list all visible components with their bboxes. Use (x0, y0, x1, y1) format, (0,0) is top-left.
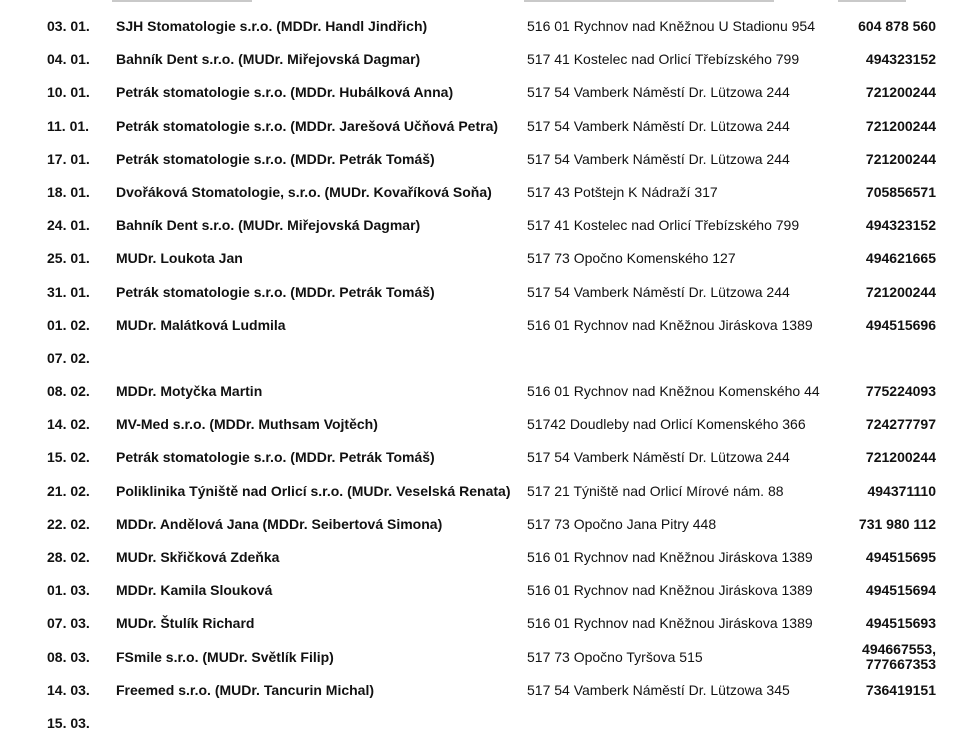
date-cell: 07. 03. (47, 615, 90, 632)
phone-cell: 494667553, 777667353 (862, 640, 936, 672)
phone-cell: 494515695 (865, 549, 936, 565)
address-cell: 51742 Doudleby nad Orlicí Komenského 366 (527, 416, 806, 433)
table-row (0, 110, 960, 143)
date-cell: 07. 02. (47, 349, 90, 366)
phone-cell (830, 707, 936, 740)
table-row (0, 375, 960, 408)
phone-cell: 724277797 (865, 416, 936, 433)
table-row (0, 143, 960, 176)
provider-name-cell: Petrák stomatologie s.r.o. (MDDr. Hubálková Anna) (116, 84, 454, 101)
table-row (0, 43, 960, 76)
phone-cell: 721200244 (865, 283, 936, 300)
address-cell: 517 54 Vamberk Náměstí Dr. Lützowa 244 (527, 84, 790, 101)
phone-cell: 494515696 (865, 316, 936, 333)
table-row (0, 309, 960, 342)
date-cell: 03. 01. (47, 18, 90, 34)
provider-name-cell: Petrák stomatologie s.r.o. (MDDr. Petrák Tomáš) (116, 283, 435, 300)
provider-name-cell: MDDr. Andělová Jana (MDDr. Seibertová Simona) (116, 515, 443, 532)
address-cell: 517 41 Kostelec nad Orlicí Třebízského 799 (527, 51, 800, 68)
address-cell: 517 73 Opočno Komenského 127 (527, 250, 736, 267)
address-cell: 517 54 Vamberk Náměstí Dr. Lützowa 244 (527, 283, 790, 300)
phone-cell: 604 878 560 (858, 18, 936, 34)
date-cell: 11. 01. (47, 117, 90, 134)
provider-name-cell: Petrák stomatologie s.r.o. (MDDr. Jarešová Učňová Petra) (116, 117, 499, 134)
address-cell: 516 01 Rychnov nad Kněžnou Jiráskova 1389 (527, 549, 813, 565)
phone-cell: 494371110 (867, 482, 936, 499)
provider-name-cell: MV-Med s.r.o. (MDDr. Muthsam Vojtěch) (116, 416, 378, 433)
provider-name-cell: Freemed s.r.o. (MUDr. Tancurin Michal) (116, 681, 375, 698)
top-edge-line (0, 0, 960, 3)
phone-cell: 731 980 112 (858, 515, 936, 532)
address-cell: 516 01 Rychnov nad Kněžnou U Stadionu 954 (527, 18, 815, 34)
address-cell: 517 73 Opočno Tyršova 515 (527, 648, 703, 665)
provider-name-cell: SJH Stomatologie s.r.o. (MDDr. Handl Jindřich) (116, 18, 428, 34)
provider-name-cell (116, 707, 516, 740)
provider-name-cell: Bahník Dent s.r.o. (MUDr. Miřejovská Dagmar) (116, 51, 421, 68)
table-row (0, 242, 960, 275)
phone-cell: 721200244 (865, 449, 936, 466)
date-cell: 10. 01. (47, 84, 90, 101)
date-cell: 15. 02. (47, 449, 90, 466)
address-cell: 517 21 Týniště nad Orlicí Mírové nám. 88 (527, 482, 784, 499)
table-row (0, 76, 960, 109)
address-cell: 516 01 Rychnov nad Kněžnou Jiráskova 1389 (527, 582, 813, 599)
address-cell: 517 43 Potštejn K Nádraží 317 (527, 183, 718, 200)
provider-name-cell: MDDr. Kamila Slouková (116, 582, 273, 599)
table-row (0, 508, 960, 541)
phone-cell (830, 342, 936, 375)
phone-cell: 494515694 (865, 582, 936, 599)
phone-cell: 494621665 (865, 250, 936, 267)
date-cell: 18. 01. (47, 183, 90, 200)
table-row (0, 209, 960, 242)
table-row (0, 607, 960, 640)
date-cell: 21. 02. (47, 482, 90, 499)
address-cell: 517 54 Vamberk Náměstí Dr. Lützowa 244 (527, 117, 790, 134)
date-cell: 08. 02. (47, 383, 90, 400)
table-row (0, 574, 960, 607)
address-cell: 517 54 Vamberk Náměstí Dr. Lützowa 345 (527, 681, 790, 698)
provider-name-cell: Dvořáková Stomatologie, s.r.o. (MUDr. Kovaříková Soňa) (116, 183, 492, 200)
table-row (0, 707, 960, 740)
table-row (0, 342, 960, 375)
table-row (0, 408, 960, 441)
address-cell: 516 01 Rychnov nad Kněžnou Jiráskova 1389 (527, 615, 813, 632)
provider-name-cell: Petrák stomatologie s.r.o. (MDDr. Petrák Tomáš) (116, 150, 435, 167)
provider-name-cell (116, 342, 516, 375)
phone-cell: 705856571 (865, 183, 936, 200)
phone-cell: 494323152 (865, 51, 936, 68)
table-row (0, 441, 960, 474)
phone-cell: 494515693 (865, 615, 936, 632)
date-cell: 28. 02. (47, 549, 90, 565)
provider-name-cell: MUDr. Loukota Jan (116, 250, 243, 267)
date-cell: 22. 02. (47, 515, 90, 532)
date-cell: 25. 01. (47, 250, 90, 267)
phone-cell: 721200244 (865, 117, 936, 134)
table-row (0, 276, 960, 309)
address-cell: 517 54 Vamberk Náměstí Dr. Lützowa 244 (527, 150, 790, 167)
table-row (0, 176, 960, 209)
date-cell: 15. 03. (47, 714, 90, 731)
date-cell: 14. 02. (47, 416, 90, 433)
table-row (0, 10, 960, 43)
date-cell: 04. 01. (47, 51, 90, 68)
phone-cell: 721200244 (865, 84, 936, 101)
provider-name-cell: Poliklinika Týniště nad Orlicí s.r.o. (MUDr. Veselská Renata) (116, 482, 511, 499)
provider-name-cell: MUDr. Malátková Ludmila (116, 316, 286, 333)
provider-name-cell: MUDr. Skřičková Zdeňka (116, 549, 280, 565)
table-row (0, 475, 960, 508)
date-cell: 14. 03. (47, 681, 90, 698)
provider-name-cell: Petrák stomatologie s.r.o. (MDDr. Petrák Tomáš) (116, 449, 435, 466)
schedule-table (0, 10, 960, 740)
date-cell: 01. 02. (47, 316, 90, 333)
provider-name-cell: FSmile s.r.o. (MUDr. Světlík Filip) (116, 648, 334, 665)
date-cell: 01. 03. (47, 582, 90, 599)
phone-cell: 736419151 (865, 681, 936, 698)
address-cell: 516 01 Rychnov nad Kněžnou Komenského 44 (527, 383, 820, 400)
address-cell (527, 707, 827, 740)
address-cell (527, 342, 827, 375)
phone-cell: 775224093 (865, 383, 936, 400)
date-cell: 08. 03. (47, 648, 90, 665)
table-row (0, 641, 960, 674)
provider-name-cell: Bahník Dent s.r.o. (MUDr. Miřejovská Dagmar) (116, 217, 421, 234)
address-cell: 517 54 Vamberk Náměstí Dr. Lützowa 244 (527, 449, 790, 466)
date-cell: 17. 01. (47, 150, 90, 167)
provider-name-cell: MDDr. Motyčka Martin (116, 383, 263, 400)
provider-name-cell: MUDr. Štulík Richard (116, 615, 255, 632)
phone-cell: 494323152 (865, 217, 936, 234)
date-cell: 31. 01. (47, 283, 90, 300)
address-cell: 517 41 Kostelec nad Orlicí Třebízského 799 (527, 217, 800, 234)
table-row (0, 674, 960, 707)
date-cell: 24. 01. (47, 217, 90, 234)
address-cell: 517 73 Opočno Jana Pitry 448 (527, 515, 717, 532)
phone-cell: 721200244 (865, 150, 936, 167)
table-row (0, 541, 960, 574)
address-cell: 516 01 Rychnov nad Kněžnou Jiráskova 1389 (527, 316, 813, 333)
